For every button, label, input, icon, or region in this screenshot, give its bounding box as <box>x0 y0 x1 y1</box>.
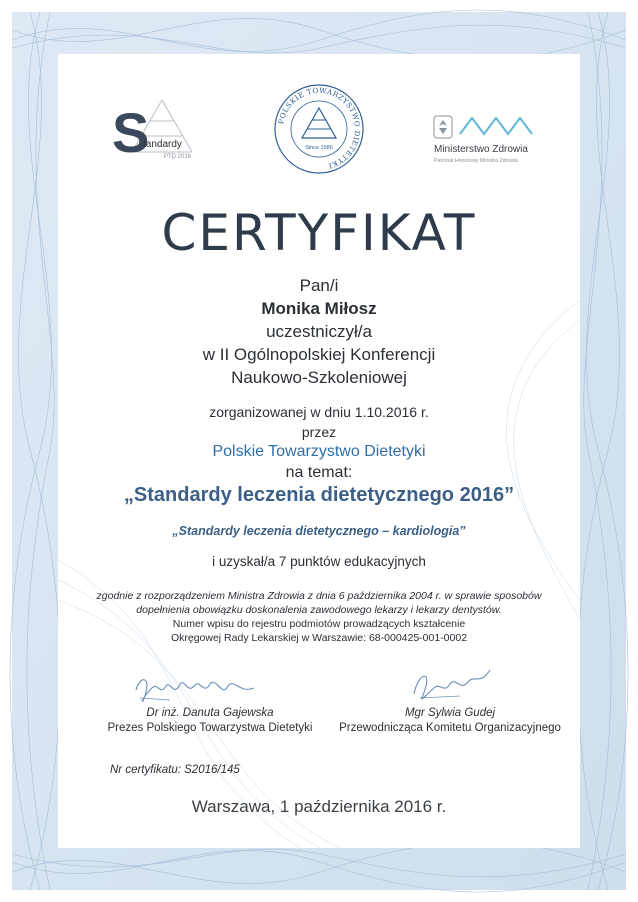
ministry-logo <box>430 112 550 168</box>
subtopic: „Standardy leczenia dietetycznego – kardiologia” <box>172 524 466 538</box>
organized-date: zorganizowanej w dniu 1.10.2016 r. <box>209 404 429 420</box>
legal-line-3: Numer wpisu do rejestru podmiotów prowadzących kształcenie <box>172 618 466 630</box>
signature-left-name: Dr inż. Danuta Gajewska <box>146 707 274 719</box>
signature-right-icon <box>400 664 500 708</box>
svg-text:POLSKIE TOWARZYSTWO DIETETYKI <box>276 86 362 171</box>
participation-line: uczestniczył/a <box>266 322 372 341</box>
signature-right-role: Przewodnicząca Komitetu Organizacyjnego <box>339 722 561 734</box>
legal-line-1: zgodnie z rozporządzeniem Ministra Zdrowia z dnia 6 października 2004 r. w sprawie sposobów <box>96 590 542 602</box>
conference-line: w II Ogólnopolskiej Konferencji <box>202 345 436 364</box>
ministry-sub: Patronat Honorowy Ministra Zdrowia <box>434 158 518 164</box>
place-date: Warszawa, 1 października 2016 r. <box>191 797 447 816</box>
organizer-name: Polskie Towarzystwo Dietetyki <box>212 443 426 460</box>
recipient-name: Monika Miłosz <box>261 299 377 318</box>
salutation: Pan/i <box>299 276 339 295</box>
legal-line-2: dopełnienia obowiązku doskonalenia zawodowego lekarzy i lekarzy dentystów. <box>136 604 502 616</box>
eagle-emblem-icon <box>434 116 452 138</box>
logo-letter: S <box>112 101 150 164</box>
conference-type-line: Naukowo-Szkoleniowej <box>231 368 407 387</box>
standardy-logo <box>110 96 202 168</box>
logo-sub: PTD 2016 <box>164 154 192 160</box>
topic-label: na temat: <box>285 464 353 481</box>
main-topic: „Standardy leczenia dietetycznego 2016” <box>123 484 515 506</box>
logo-word: tandardy <box>143 139 182 150</box>
ministry-name: Ministerstwo Zdrowia <box>434 144 528 155</box>
seal-since: Since 1986 <box>305 145 333 151</box>
legal-line-4: Okręgowej Rady Lekarskiej w Warszawie: 68-000425-001-0002 <box>170 632 468 644</box>
signature-left-icon <box>130 668 260 708</box>
ptd-seal-logo <box>272 82 366 176</box>
signature-left-role: Prezes Polskiego Towarzystwa Dietetyki <box>107 722 313 734</box>
certificate-number: Nr certyfikatu: S2016/145 <box>110 764 240 776</box>
certificate-title: CERTYFIKAT <box>161 204 477 262</box>
by-label: przez <box>301 424 337 440</box>
seal-ring-text: POLSKIE TOWARZYSTWO DIETETYKI <box>276 85 363 171</box>
points-line: i uzyskał/a 7 punktów edukacyjnych <box>212 554 426 569</box>
signature-right-name: Mgr Sylwia Gudej <box>404 707 496 719</box>
